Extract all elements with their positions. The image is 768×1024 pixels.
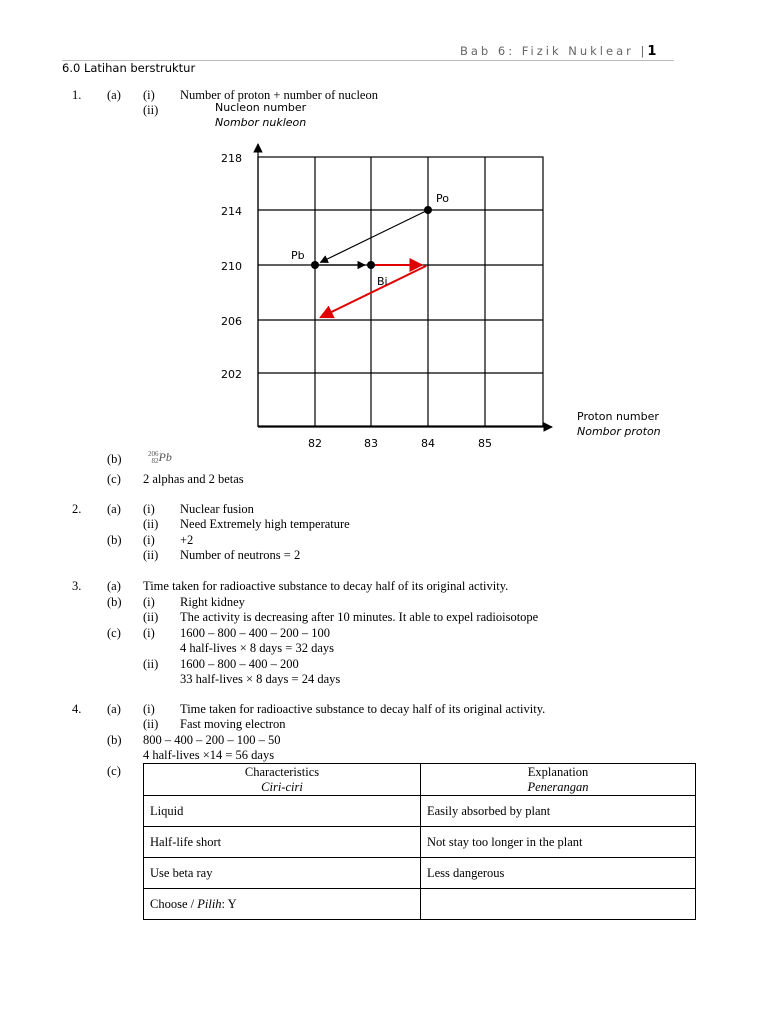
q3-part-a: (a) <box>107 579 121 593</box>
q4-number: 4. <box>72 702 82 716</box>
q3-b-i-answer: Right kidney <box>180 595 245 609</box>
section-title: 6.0 Latihan berstruktur <box>62 61 196 75</box>
q4-a-ii: (ii) <box>143 717 159 731</box>
header-separator: | <box>640 44 648 58</box>
q2-number: 2. <box>72 502 82 516</box>
table-cell: Not stay too longer in the plant <box>421 827 696 858</box>
q3-b-ii-answer: The activity is decreasing after 10 minutes. It able to expel radioisotope <box>180 610 539 624</box>
table-cell-choose: Choose / Pilih: Y <box>144 889 421 920</box>
q4-a-i-answer: Time taken for radioactive substance to decay half of its original activity. <box>180 702 546 716</box>
decay-arrow <box>320 211 426 262</box>
atomic-number: 82 <box>151 457 159 466</box>
q3-part-b: (b) <box>107 595 122 609</box>
q2-b-i: (i) <box>143 533 155 547</box>
q4-a-ii-answer: Fast moving electron <box>180 717 286 731</box>
element-symbol: Pb <box>158 450 172 464</box>
q1-a-ii: (ii) <box>143 103 159 117</box>
table-cell: Less dangerous <box>421 858 696 889</box>
q3-number: 3. <box>72 579 82 593</box>
q2-b-i-answer: +2 <box>180 533 194 547</box>
x-axis-label-alt: Nombor proton <box>577 425 661 438</box>
table-cell: Use beta ray <box>144 858 421 889</box>
table-row-choose <box>144 889 696 920</box>
table-cell-empty <box>421 889 696 920</box>
q3-c-i-line1: 1600 – 800 – 400 – 200 – 100 <box>180 626 330 640</box>
q3-c-i: (i) <box>143 626 155 640</box>
q2-a-i-answer: Nuclear fusion <box>180 502 254 516</box>
q3-c-ii-line2: 33 half-lives × 8 days = 24 days <box>180 672 341 686</box>
axis-ticks <box>221 152 492 450</box>
nuclear-decay-graph <box>0 0 768 470</box>
nuclide-point <box>367 261 375 269</box>
y-axis-label-alt: Nombor nukleon <box>215 116 307 129</box>
q1-a-i-answer: Number of proton + number of nucleon <box>180 88 378 102</box>
q3-b-ii: (ii) <box>143 610 159 624</box>
grid-border <box>258 157 543 426</box>
nuclide-point <box>311 261 319 269</box>
table-row <box>144 827 696 858</box>
q2-a-i: (i) <box>143 502 155 516</box>
graph-grid <box>258 157 543 426</box>
q1-part-c: (c) <box>107 472 121 486</box>
q1-c-answer: 2 alphas and 2 betas <box>143 472 244 486</box>
characteristics-table <box>143 763 696 920</box>
q3-b-i: (i) <box>143 595 155 609</box>
q1-b-answer <box>148 450 172 465</box>
table-cell: Easily absorbed by plant <box>421 796 696 827</box>
table-cell: Half-life short <box>144 827 421 858</box>
nuclide-label: Po <box>436 192 449 205</box>
q3-c-ii-line1: 1600 – 800 – 400 – 200 <box>180 657 299 671</box>
table-cell: Liquid <box>144 796 421 827</box>
q2-part-a: (a) <box>107 502 121 516</box>
q4-a-i: (i) <box>143 702 155 716</box>
y-tick-label: 202 <box>221 368 242 381</box>
q4-part-c: (c) <box>107 764 121 778</box>
y-tick-label: 218 <box>221 152 242 165</box>
q3-c-i-line2: 4 half-lives × 8 days = 32 days <box>180 641 335 655</box>
y-tick-label: 210 <box>221 260 242 273</box>
x-tick-label: 83 <box>364 437 378 450</box>
q1-part-a: (a) <box>107 88 121 102</box>
q4-part-b: (b) <box>107 733 122 747</box>
nuclide-point <box>424 206 432 214</box>
page-number: 1 <box>647 44 657 59</box>
q3-a-answer: Time taken for radioactive substance to decay half of its original activity. <box>143 579 509 593</box>
table-row <box>144 858 696 889</box>
decay-arrow <box>320 266 426 317</box>
q4-part-a: (a) <box>107 702 121 716</box>
q4-b-line2: 4 half-lives ×14 = 56 days <box>143 748 275 762</box>
mass-number: 206 <box>148 450 159 459</box>
q2-b-ii: (ii) <box>143 548 159 562</box>
q4-b-line1: 800 – 400 – 200 – 100 – 50 <box>143 733 281 747</box>
q1-number: 1. <box>72 88 82 102</box>
table-header-characteristics: Characteristics Ciri-ciri <box>144 764 421 796</box>
x-axis-label: Proton number <box>577 410 659 423</box>
y-axis-label: Nucleon number <box>215 101 307 114</box>
header-title: Bab 6: Fizik Nuklear <box>460 44 634 58</box>
q2-b-ii-answer: Number of neutrons = 2 <box>180 548 301 562</box>
nuclide-label: Pb <box>291 249 305 262</box>
q3-c-ii: (ii) <box>143 657 159 671</box>
x-tick-label: 85 <box>478 437 492 450</box>
table-header-explanation: Explanation Penerangan <box>421 764 696 796</box>
y-tick-label: 214 <box>221 205 242 218</box>
table-row <box>144 796 696 827</box>
nuclide-label: Bi <box>377 275 388 288</box>
q2-a-ii: (ii) <box>143 517 159 531</box>
q1-part-b: (b) <box>107 452 122 466</box>
q2-part-b: (b) <box>107 533 122 547</box>
x-tick-label: 82 <box>308 437 322 450</box>
q1-a-i: (i) <box>143 88 155 102</box>
table-header-row <box>144 764 696 796</box>
y-tick-label: 206 <box>221 315 242 328</box>
q2-a-ii-answer: Need Extremely high temperature <box>180 517 350 531</box>
x-tick-label: 84 <box>421 437 435 450</box>
q3-part-c: (c) <box>107 626 121 640</box>
